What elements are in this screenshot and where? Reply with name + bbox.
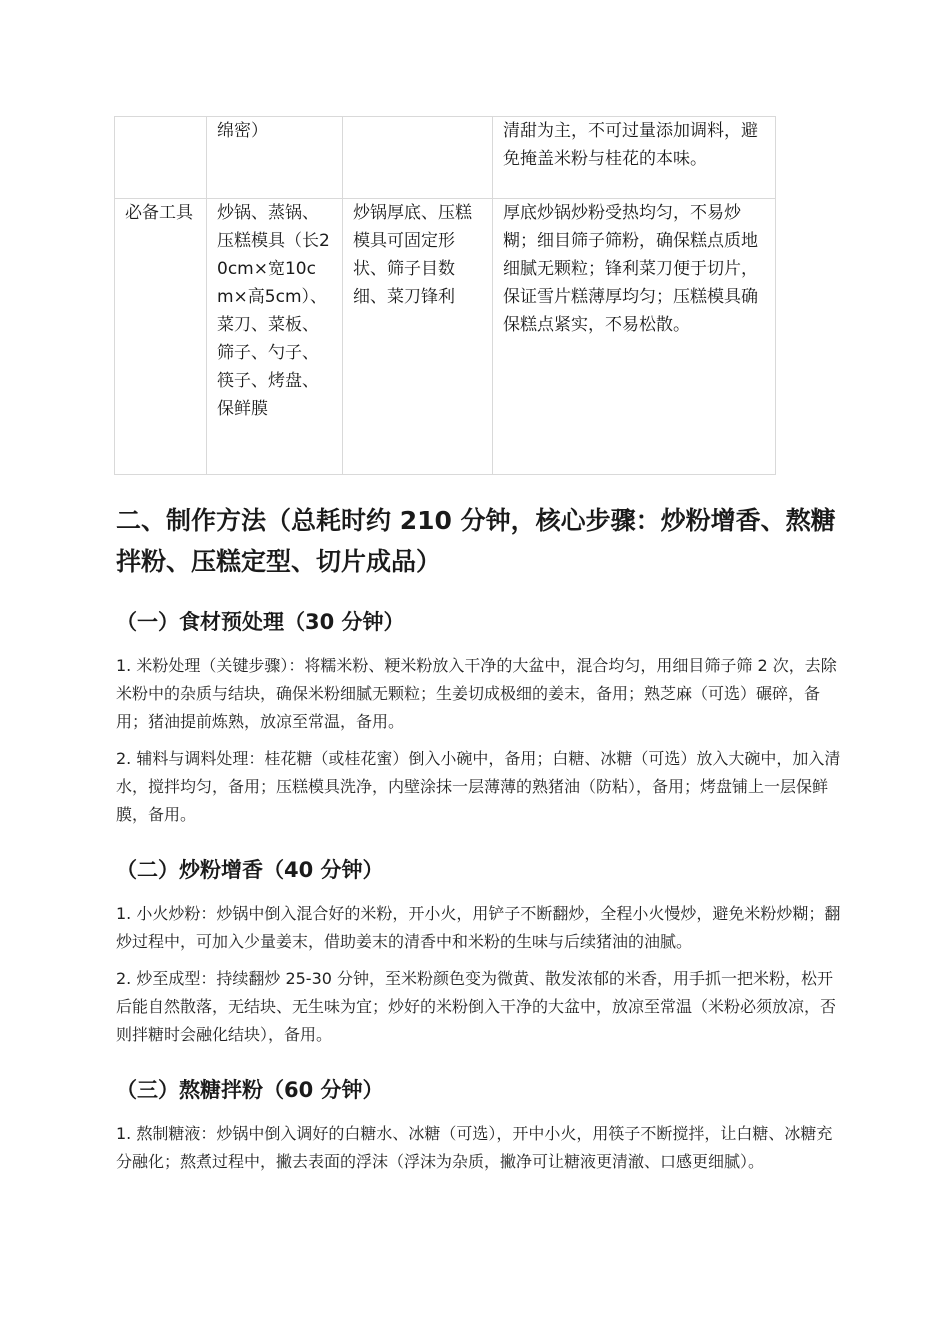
- table-cell: 炒锅厚底、压糕模具可固定形状、筛子目数细、菜刀锋利: [343, 199, 493, 475]
- table-cell: 厚底炒锅炒粉受热均匀，不易炒糊；细目筛子筛粉，确保糕点质地细腻无颗粒；锋利菜刀便于切片，保证雪片糕薄厚均匀；压糕模具确保糕点紧实，不易松散。: [493, 199, 776, 475]
- paragraph: 1. 熬制糖液：炒锅中倒入调好的白糖水、冰糖（可选），开中小火，用筷子不断搅拌，让白糖、冰糖充分融化；熬煮过程中，撇去表面的浮沫（浮沫为杂质，撇净可让糖液更清澈、口感更细腻）。: [116, 1124, 833, 1171]
- materials-table: [114, 116, 776, 475]
- table-cell: [343, 117, 493, 199]
- subsection-heading: （二）炒粉增香（40 分钟）: [116, 858, 384, 882]
- paragraph: 1. 小火炒粉：炒锅中倒入混合好的米粉，开小火，用铲子不断翻炒，全程小火慢炒，避免米粉炒糊；翻炒过程中，可加入少量姜末，借助姜末的清香中和米粉的生味与后续猪油的油腻。: [116, 904, 841, 951]
- table-cell: 绵密）: [207, 117, 343, 199]
- subsection-heading: （一）食材预处理（30 分钟）: [116, 610, 405, 634]
- table-row: [115, 117, 776, 199]
- table-cell: 清甜为主，不可过量添加调料，避免掩盖米粉与桂花的本味。: [493, 117, 776, 199]
- paragraph: 1. 米粉处理（关键步骤）：将糯米粉、粳米粉放入干净的大盆中，混合均匀，用细目筛子筛 2 次，去除米粉中的杂质与结块，确保米粉细腻无颗粒；生姜切成极细的姜末，备用；熟芝麻（可选）碾碎，备用；猪油提前炼熟，放凉至常温，备用。: [116, 656, 837, 731]
- paragraph: 2. 炒至成型：持续翻炒 25-30 分钟，至米粉颜色变为微黄、散发浓郁的米香，用手抓一把米粉，松开后能自然散落，无结块、无生味为宜；炒好的米粉倒入干净的大盆中，放凉至常温（米粉必须放凉，否则拌糖时会融化结块），备用。: [116, 969, 837, 1044]
- section-heading: 二、制作方法（总耗时约 210 分钟，核心步骤：炒粉增香、熬糖拌粉、压糕定型、切片成品）: [116, 506, 836, 576]
- table-cell: [115, 117, 207, 199]
- table-row: [115, 199, 776, 475]
- table-cell: 必备工具: [115, 199, 207, 475]
- table-cell: 炒锅、蒸锅、压糕模具（长20cm×宽10cm×高5cm）、菜刀、菜板、筛子、勺子、筷子、烤盘、保鲜膜: [207, 199, 343, 475]
- subsection-heading: （三）熬糖拌粉（60 分钟）: [116, 1078, 384, 1102]
- paragraph: 2. 辅料与调料处理：桂花糖（或桂花蜜）倒入小碗中，备用；白糖、冰糖（可选）放入大碗中，加入清水，搅拌均匀，备用；压糕模具洗净，内壁涂抹一层薄薄的熟猪油（防粘），备用；烤盘铺上一层保鲜膜，备用。: [116, 749, 841, 824]
